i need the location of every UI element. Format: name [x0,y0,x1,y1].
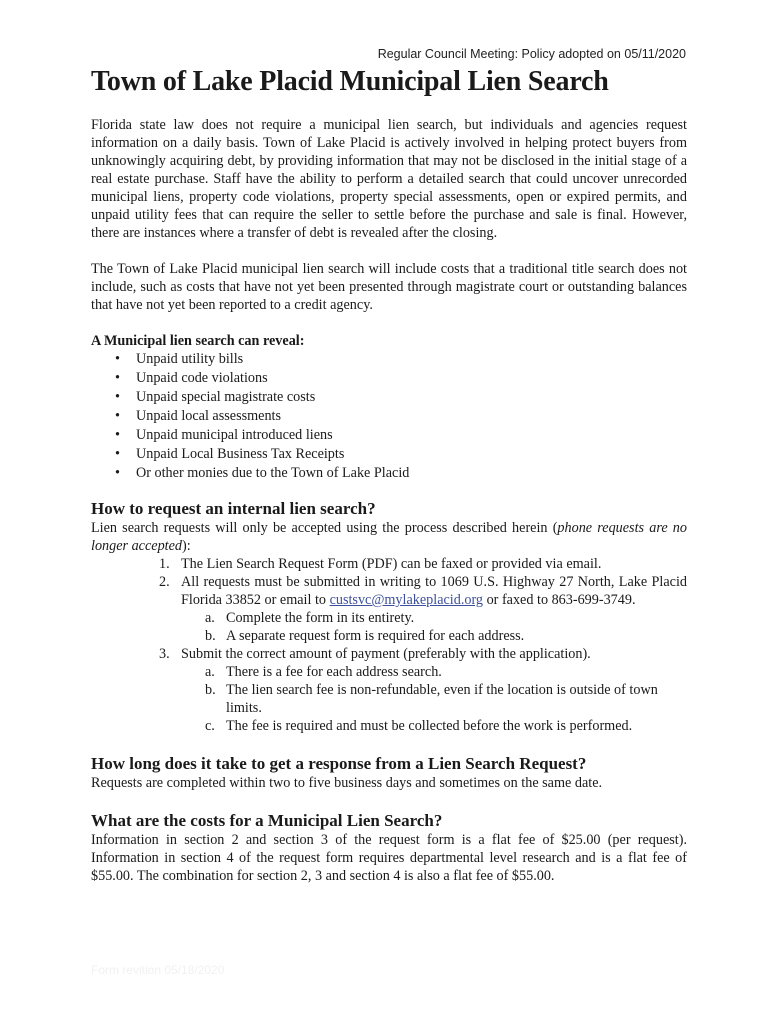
step-text: All requests must be submitted in writing to 1069 U.S. Highway 27 North, Lake Placid Florida 33852 or email to [181,574,687,608]
step-number: 2. [159,574,170,590]
list-item: • Unpaid utility bills [91,350,687,369]
substep-text: Complete the form in its entirety. [226,610,415,626]
intro-paragraph: Florida state law does not require a municipal lien search, but individuals and agencies request information on a daily basis. Town of Lake Placid is actively involved in helping protect buyers from unknowingly acquiring debt, by providing information that may not be disclosed in the initial stage of a real estate purchase. Staff have the ability to perform a detailed search that could uncover unrecorded municipal liens, property code violations, property special assessments, open or expired permits, and unpaid utility fees that can require the seller to settle before the purchase and sale is final. However, there are instances where a transfer of debt is revealed after the closing. [91,117,687,241]
reveal-list [91,350,687,483]
document-body [91,64,687,885]
list-item: • Or other monies due to the Town of Lake Placid [91,464,687,483]
list-item: • Unpaid Local Business Tax Receipts [91,445,687,464]
substep-list [181,663,687,735]
header-note: Regular Council Meeting: Policy adopted on 05/11/2020 [377,47,686,61]
list-item: • Unpaid municipal introduced liens [91,426,687,445]
list-item: • Unpaid code violations [91,369,687,388]
substep-letter: b. [205,628,216,644]
request-intro [91,519,687,555]
response-time-text: Requests are completed within two to five business days and sometimes on the same date. [91,775,603,791]
substep-item [181,663,687,681]
substep-item [181,627,687,645]
step-item [91,645,687,735]
step-text: The Lien Search Request Form (PDF) can be faxed or provided via email. [181,556,602,572]
costs-text: Information in section 2 and section 3 of the request form is a flat fee of $25.00 (per request). Information in section 4 of the request form requires departmental level research and is a flat fee of $55.00. The combination for section 2, 3 and section 4 is also a flat fee of $55.00. [91,832,687,884]
substep-text: There is a fee for each address search. [226,664,442,680]
request-heading: How to request an internal lien search? [91,499,376,518]
response-time-heading: How long does it take to get a response from a Lien Search Request? [91,754,587,773]
substep-letter: a. [205,610,215,626]
substep-item [181,681,687,717]
substep-list [181,609,687,645]
step-item [91,555,687,573]
reveal-heading: A Municipal lien search can reveal: [91,333,305,349]
substep-text: The lien search fee is non-refundable, even if the location is outside of town limits. [226,682,658,716]
request-intro-text: Lien search requests will only be accepted using the process described herein ( [91,520,558,536]
substep-letter: a. [205,664,215,680]
substep-letter: b. [205,682,216,698]
form-revision-note: Form revition 05/18/2020 [91,963,225,977]
step-number: 3. [159,646,170,662]
request-intro-close: ): [182,538,191,554]
email-link[interactable]: custsvc@mylakeplacid.org [329,592,484,608]
substep-text: A separate request form is required for each address. [226,628,525,644]
substep-item [181,717,687,735]
page-title: Town of Lake Placid Municipal Lien Search [91,66,609,97]
substep-letter: c. [205,718,215,734]
step-item [91,573,687,645]
list-item: • Unpaid special magistrate costs [91,388,687,407]
costs-heading: What are the costs for a Municipal Lien Search? [91,811,443,830]
step-number: 1. [159,556,170,572]
scope-paragraph: The Town of Lake Placid municipal lien search will include costs that a traditional title search does not include, such as costs that have not yet been presented through magistrate court or outstanding balances that have not yet been reported to a credit agency. [91,261,687,313]
request-steps [91,555,687,735]
step-text-fax: or faxed to 863-699-3749. [483,592,636,608]
phone-note: phone requests are no longer accepted [91,520,687,554]
step-text: Submit the correct amount of payment (preferably with the application). [181,646,591,662]
list-item: • Unpaid local assessments [91,407,687,426]
substep-text: The fee is required and must be collected before the work is performed. [226,718,633,734]
substep-item [181,609,687,627]
